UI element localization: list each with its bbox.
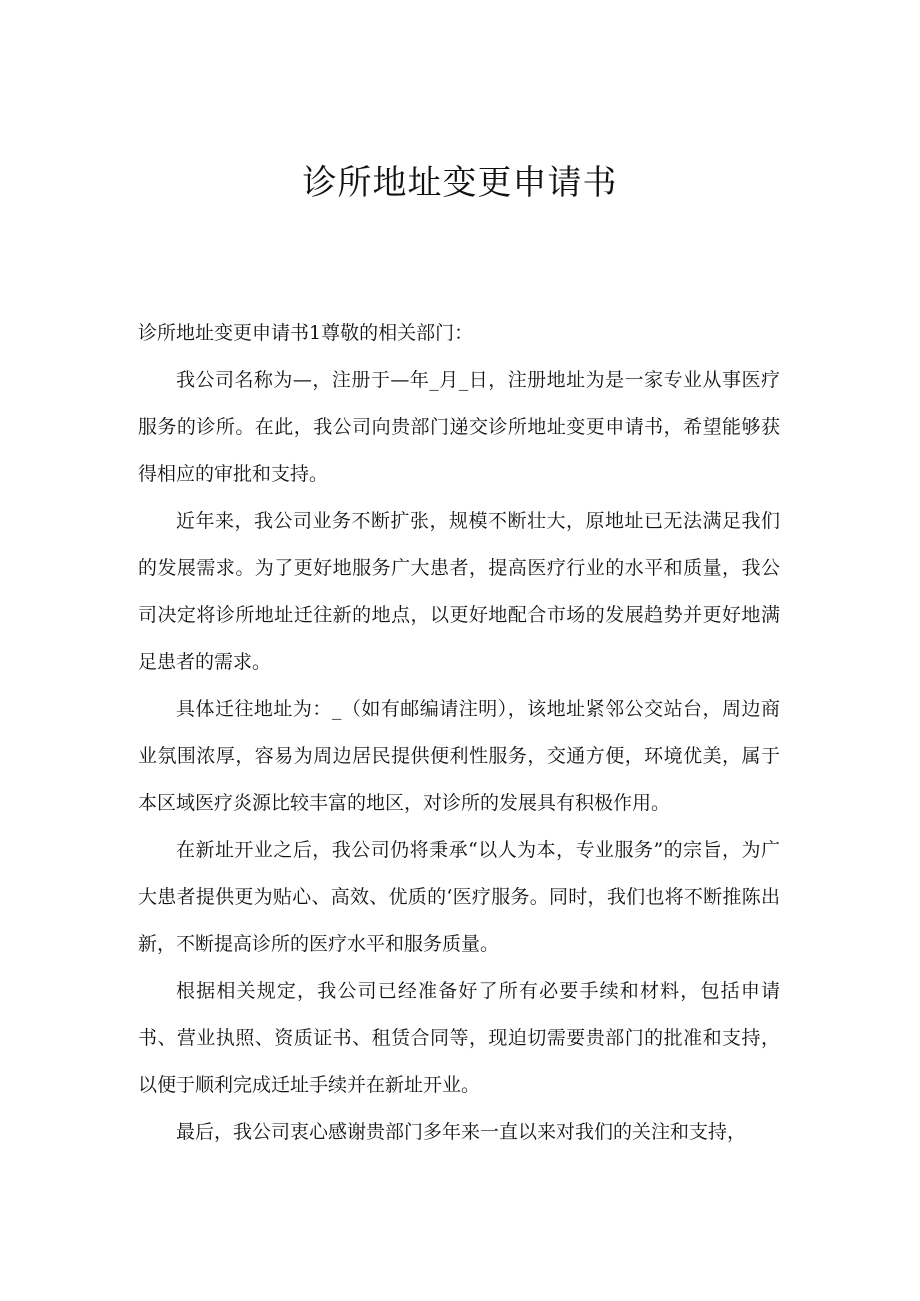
paragraph-materials: 根据相关规定，我公司已经准备好了所有必要手续和材料，包括申请书、营业执照、资质证书、租赁合同等，现迫切需要贵部门的批准和支持，以便于顺利完成迁址手续并在新址开业。 — [138, 980, 780, 1096]
document-body — [138, 310, 780, 1156]
paragraph-new-address: 具体迁往地址为：_（如有邮编请注明），该地址紧邻公交站台，周边商业氛围浓厚，容易为周边居民提供便利性服务，交通方便，环境优美，属于本区域医疗炎源比较丰富的地区，对诊所的发展具有积极作用。 — [138, 698, 780, 814]
document-title: 诊所地址变更申请书 — [302, 163, 618, 203]
salutation-line: 诊所地址变更申请书1尊敬的相关部门： — [138, 322, 474, 344]
paragraph-company-intro: 我公司名称为—，注册于—年_月_日，注册地址为是一家专业从事医疗服务的诊所。在此，我公司向贵部门递交诊所地址变更申请书，希望能够获得相应的审批和支持。 — [138, 369, 780, 485]
paragraph-commitment: 在新址开业之后，我公司仍将秉承“以人为本，专业服务”的宗旨，为广大患者提供更为贴心、高效、优质的‘医疗服务。同时，我们也将不断推陈出新，不断提高诊所的医疗水平和服务质量。 — [138, 839, 780, 955]
paragraph-reason: 近年来，我公司业务不断扩张，规模不断壮大，原地址已无法满足我们的发展需求。为了更好地服务广大患者，提高医疗行业的水平和质量，我公司决定将诊所地址迁往新的地点，以更好地配合市场的发展趋势并更好地满足患者的需求。 — [138, 510, 780, 673]
paragraph-closing: 最后，我公司衷心感谢贵部门多年来一直以来对我们的关注和支持， — [176, 1121, 747, 1143]
